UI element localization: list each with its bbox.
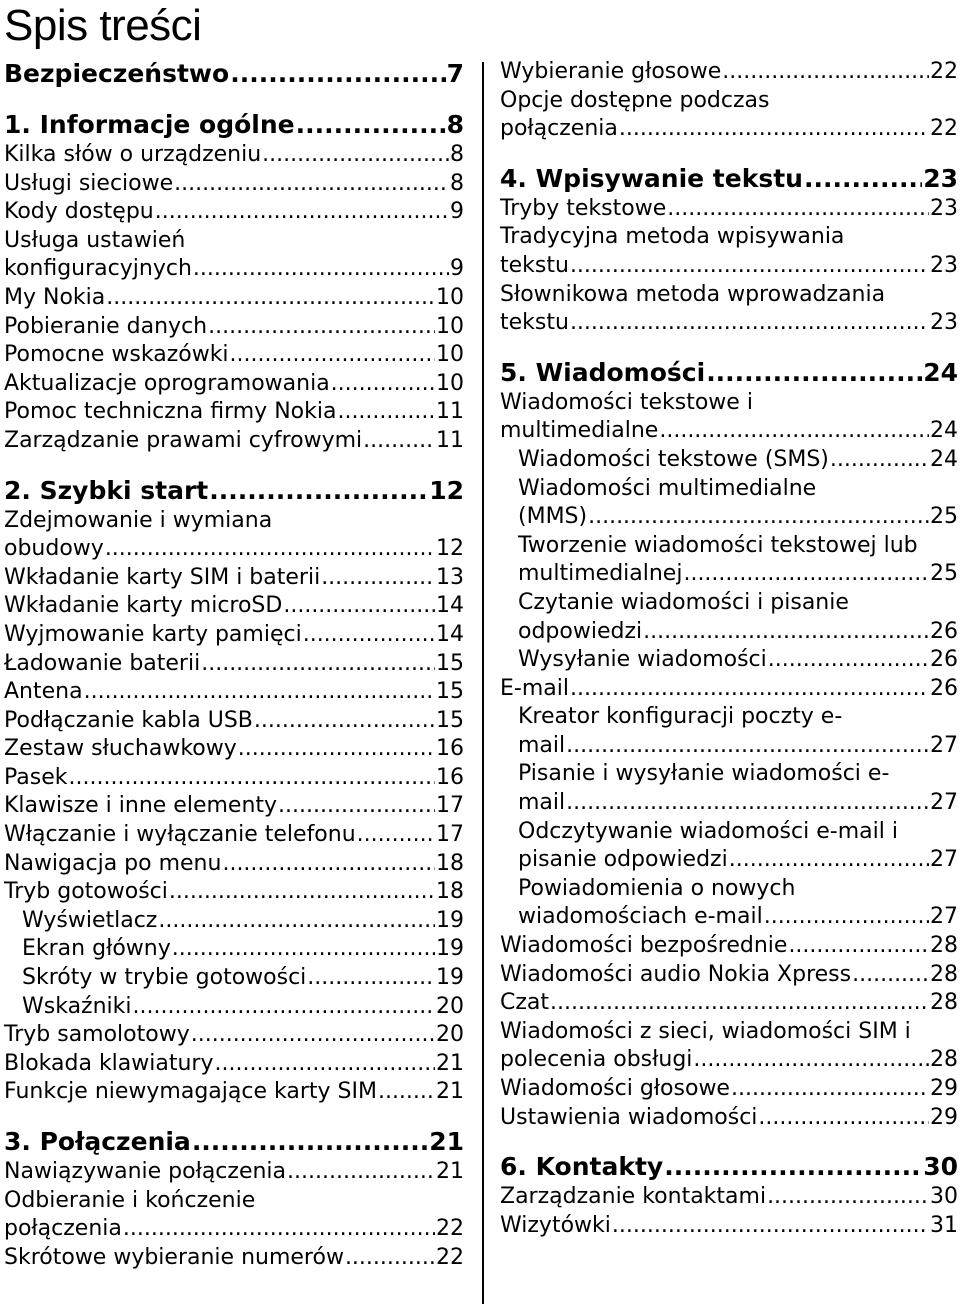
- toc-entry[interactable]: [4, 141, 464, 170]
- toc-entry[interactable]: [518, 903, 958, 932]
- dot-leader: [278, 792, 435, 821]
- toc-entry-title: mail: [518, 790, 566, 816]
- toc-entry[interactable]: [518, 503, 958, 532]
- toc-entry-title: Wiadomości tekstowe (SMS): [518, 446, 829, 472]
- toc-page-number: 30: [923, 1152, 958, 1182]
- toc-section-heading[interactable]: [4, 475, 464, 507]
- toc-entry-multiline[interactable]: [500, 389, 958, 446]
- toc-entry-title: Czat: [500, 990, 550, 1016]
- toc-entry-title-line: Usługa ustawień: [4, 227, 186, 253]
- toc-entry-title-line: Pisanie i wysyłanie wiadomości e-: [518, 761, 890, 787]
- toc-entry-title: 3. Połączenia: [4, 1127, 191, 1156]
- toc-entry-title-line: Tworzenie wiadomości tekstowej lub: [518, 532, 918, 558]
- toc-page-number: 9: [450, 199, 464, 225]
- toc-page-number: 26: [930, 675, 958, 701]
- toc-entry-multiline[interactable]: [500, 1018, 958, 1075]
- toc-entry[interactable]: [4, 792, 464, 821]
- toc-entry[interactable]: [518, 789, 958, 818]
- toc-entry-title-line: Wiadomości tekstowe i: [500, 389, 753, 415]
- toc-entry-title: Włączanie i wyłączanie telefonu: [4, 822, 356, 848]
- toc-entry-title-line: Opcje dostępne podczas: [500, 87, 770, 113]
- toc-entry-multiline[interactable]: [500, 532, 958, 589]
- toc-entry[interactable]: [500, 115, 958, 144]
- toc-entry[interactable]: [500, 252, 958, 281]
- toc-entry-title: Aktualizacje oprogramowania: [4, 370, 330, 396]
- dot-leader: [830, 446, 929, 475]
- toc-entry[interactable]: [4, 621, 464, 650]
- toc-entry-title: tekstu: [500, 310, 569, 336]
- section-gap: [4, 456, 464, 475]
- dot-leader: [192, 1126, 428, 1158]
- toc-page-number: 30: [930, 1184, 958, 1210]
- dot-leader: [550, 989, 929, 1018]
- toc-entry[interactable]: [4, 735, 464, 764]
- page-title: Spis treści: [4, 1, 202, 50]
- dot-leader: [619, 115, 929, 144]
- toc-entry-multiline[interactable]: [500, 589, 958, 646]
- dot-leader: [378, 1078, 435, 1107]
- toc-entry[interactable]: [4, 850, 464, 879]
- toc-entry-title: Zestaw słuchawkowy: [4, 736, 237, 762]
- dot-leader: [208, 313, 435, 342]
- dot-leader: [230, 58, 445, 90]
- toc-entry-title: multimedialne: [500, 418, 659, 444]
- toc-page-number: 27: [930, 790, 958, 816]
- toc-page-number: 8: [450, 170, 464, 196]
- dot-leader: [238, 735, 435, 764]
- toc-entry-title: Wiadomości głosowe: [500, 1076, 730, 1101]
- dot-leader: [357, 821, 435, 850]
- dot-leader: [84, 678, 435, 707]
- toc-entry-title-line: Tradycyjna metoda wpisywania: [500, 224, 845, 250]
- toc-page-number: 28: [930, 933, 958, 959]
- toc-entry[interactable]: [500, 932, 958, 961]
- toc-entry[interactable]: [4, 427, 464, 456]
- toc-entry-title: Kilka słów o urządzeniu: [4, 142, 262, 167]
- toc-page-number: 14: [436, 593, 464, 619]
- toc-page-number: 23: [930, 310, 958, 336]
- dot-leader: [683, 560, 929, 589]
- toc-page-number: 11: [436, 399, 464, 425]
- toc-page-number: 27: [930, 904, 958, 930]
- toc-entry[interactable]: [500, 1046, 958, 1075]
- toc-page-number: 12: [436, 536, 464, 562]
- section-gap: [4, 90, 464, 109]
- toc-entry[interactable]: [4, 935, 464, 964]
- toc-entry-title: tekstu: [500, 252, 569, 278]
- toc-entry-title: Wyświetlacz: [22, 907, 158, 933]
- toc-entry[interactable]: [4, 592, 464, 621]
- dot-leader: [105, 535, 435, 564]
- toc-entry-title: Tryb samolotowy: [4, 1022, 190, 1048]
- toc-entry[interactable]: [500, 646, 958, 675]
- toc-entry[interactable]: [500, 1212, 958, 1241]
- toc-entry-title-line: Powiadomienia o nowych: [518, 875, 796, 901]
- toc-page-number: 27: [930, 847, 958, 873]
- toc-entry[interactable]: [4, 1244, 464, 1273]
- toc-entry[interactable]: [500, 58, 958, 87]
- toc-entry-title: polecenia obsługi: [500, 1047, 693, 1073]
- toc-entry-title: Tryby tekstowe: [500, 195, 667, 221]
- dot-leader: [588, 503, 929, 532]
- toc-page-number: 19: [436, 936, 464, 962]
- toc-page-number: 21: [436, 1159, 464, 1184]
- toc-page-number: 28: [930, 990, 958, 1016]
- toc-page-number: 12: [429, 475, 464, 505]
- toc-entry-multiline[interactable]: [500, 760, 958, 817]
- toc-entry-title: Skróty w trybie gotowości: [22, 965, 307, 991]
- toc-entry[interactable]: [4, 1215, 464, 1244]
- toc-entry-title: odpowiedzi: [518, 618, 643, 644]
- toc-entry[interactable]: [4, 535, 464, 564]
- toc-entry-title: Funkcje niewymagające karty SIM: [4, 1079, 377, 1105]
- toc-entry[interactable]: [500, 446, 958, 475]
- toc-entry[interactable]: [4, 650, 464, 679]
- toc-page-number: 29: [930, 1076, 958, 1101]
- toc-entry-title: Klawisze i inne elementy: [4, 793, 278, 819]
- toc-entry-title: Tryb gotowości: [4, 879, 168, 905]
- dot-leader: [133, 993, 435, 1022]
- dot-leader: [193, 255, 449, 284]
- section-gap: [4, 1107, 464, 1126]
- dot-leader: [123, 1215, 435, 1244]
- toc-entry[interactable]: [4, 878, 464, 907]
- toc-page-number: 10: [436, 313, 464, 339]
- toc-page-number: 24: [930, 446, 958, 472]
- toc-page-number: 23: [930, 195, 958, 221]
- toc-page-number: 16: [436, 764, 464, 790]
- toc-page-number: 19: [436, 965, 464, 991]
- toc-entry-multiline[interactable]: [500, 223, 958, 280]
- toc-page-number: 10: [436, 284, 464, 310]
- toc-entry[interactable]: [518, 846, 958, 875]
- dot-leader: [767, 1183, 929, 1212]
- dot-leader: [262, 141, 449, 170]
- toc-page-number: 13: [436, 564, 464, 590]
- dot-leader: [69, 764, 436, 793]
- toc-page-number: 14: [436, 621, 464, 647]
- toc-entry-title: obudowy: [4, 536, 104, 562]
- toc-page-number: 17: [436, 822, 464, 848]
- toc-entry-title: 6. Kontakty: [500, 1152, 664, 1182]
- toc-entry-title: Wiadomości audio Nokia Xpress: [500, 961, 852, 987]
- toc-entry-title: wiadomościach e-mail: [518, 904, 763, 930]
- toc-page-number: 20: [436, 1022, 464, 1048]
- toc-entry-title: Pomoc techniczna firmy Nokia: [4, 399, 337, 425]
- dot-leader: [201, 650, 435, 679]
- dot-leader: [174, 170, 449, 199]
- toc-entry-title-line: Kreator konfiguracji poczty e-: [518, 704, 843, 730]
- toc-entry-title: konfiguracyjnych: [4, 256, 192, 282]
- toc-page-number: 28: [930, 1047, 958, 1073]
- toc-entry[interactable]: [4, 678, 464, 707]
- dot-leader: [222, 850, 435, 879]
- dot-leader: [570, 675, 929, 704]
- dot-leader: [788, 932, 929, 961]
- toc-entry-multiline[interactable]: [500, 875, 958, 932]
- dot-leader: [191, 1021, 435, 1050]
- toc-entry-title: pisanie odpowiedzi: [518, 847, 728, 873]
- toc-entry-title-line: Odczytywanie wiadomości e-mail i: [518, 818, 898, 844]
- toc-page-number: 27: [930, 732, 958, 758]
- dot-leader: [287, 1158, 435, 1187]
- toc-entry[interactable]: [4, 964, 464, 993]
- toc-entry-title: połączenia: [4, 1216, 122, 1242]
- toc-page-number: 15: [436, 679, 464, 705]
- toc-page-number: 11: [436, 427, 464, 453]
- toc-entry[interactable]: [500, 1075, 958, 1104]
- toc-entry-multiline[interactable]: [4, 227, 464, 284]
- toc-page-number: 22: [436, 1244, 464, 1270]
- toc-page-number: 17: [436, 793, 464, 819]
- toc-entry-title: Antena: [4, 679, 83, 705]
- toc-entry-title: Wskaźniki: [22, 993, 132, 1019]
- toc-page-number: 21: [436, 1079, 464, 1105]
- toc-page-number: 20: [436, 993, 464, 1019]
- toc-page-number: 24: [923, 357, 958, 387]
- toc-entry[interactable]: [4, 284, 464, 313]
- dot-leader: [804, 163, 922, 195]
- toc-page-number: 8: [450, 142, 464, 167]
- toc-entry[interactable]: [518, 618, 958, 647]
- toc-entry[interactable]: [4, 341, 464, 370]
- dot-leader: [768, 646, 929, 675]
- toc-entry[interactable]: [4, 1021, 464, 1050]
- dot-leader: [667, 195, 929, 224]
- toc-page-number: 10: [436, 342, 464, 368]
- toc-entry-multiline[interactable]: [4, 1187, 464, 1244]
- toc-entry-multiline[interactable]: [500, 818, 958, 875]
- toc-entry-multiline[interactable]: [500, 281, 958, 338]
- dot-leader: [570, 252, 929, 281]
- toc-page-number: 9: [450, 256, 464, 282]
- toc-entry-title: (MMS): [518, 504, 588, 530]
- toc-entry-title: Ustawienia wiadomości: [500, 1104, 758, 1130]
- toc-entry-title: Usługi sieciowe: [4, 170, 174, 196]
- toc-entry-title: Zarządzanie kontaktami: [500, 1184, 767, 1210]
- dot-leader: [337, 398, 435, 427]
- toc-page-number: 8: [446, 110, 464, 139]
- toc-entry[interactable]: [4, 821, 464, 850]
- toc-section-heading[interactable]: [500, 163, 958, 195]
- dot-leader: [155, 198, 449, 227]
- toc-entry[interactable]: [500, 989, 958, 1018]
- toc-entry[interactable]: [500, 961, 958, 990]
- toc-page-number: 29: [930, 1104, 958, 1130]
- section-gap: [500, 144, 958, 163]
- toc-page-number: 23: [930, 252, 958, 278]
- toc-entry-title: Kody dostępu: [4, 199, 154, 225]
- toc-entry[interactable]: [4, 170, 464, 199]
- toc-entry-title: Wysyłanie wiadomości: [518, 647, 767, 673]
- toc-entry-title: Wybieranie głosowe: [500, 59, 722, 84]
- toc-entry[interactable]: [500, 1183, 958, 1212]
- toc-entry-title: Pobieranie danych: [4, 313, 208, 339]
- toc-entry-title: My Nokia: [4, 284, 106, 310]
- toc-entry-title: multimedialnej: [518, 561, 683, 587]
- toc-page-number: 19: [436, 907, 464, 933]
- toc-entry-title: Wkładanie karty SIM i baterii: [4, 564, 321, 590]
- dot-leader: [706, 357, 922, 389]
- toc-page-number: 21: [436, 1050, 464, 1076]
- toc-page-number: 16: [436, 736, 464, 762]
- toc-entry-title: połączenia: [500, 116, 618, 142]
- toc-section-heading[interactable]: [4, 58, 464, 90]
- toc-entry[interactable]: [518, 732, 958, 761]
- dot-leader: [254, 707, 435, 736]
- toc-entry-title: Bezpieczeństwo: [4, 59, 230, 88]
- dot-leader: [172, 935, 435, 964]
- toc-page-number: 15: [436, 707, 464, 733]
- column-divider: [482, 62, 484, 1304]
- toc-entry-title: Zarządzanie prawami cyfrowymi: [4, 427, 363, 453]
- dot-leader: [321, 564, 435, 593]
- toc-section-heading[interactable]: [500, 1151, 958, 1183]
- toc-entry-title: Pomocne wskazówki: [4, 342, 229, 368]
- toc-entry[interactable]: [4, 313, 464, 342]
- dot-leader: [215, 1050, 436, 1079]
- toc-entry[interactable]: [500, 195, 958, 224]
- toc-entry-title: mail: [518, 732, 566, 758]
- dot-leader: [283, 592, 435, 621]
- toc-page-number: 22: [930, 59, 958, 84]
- dot-leader: [158, 907, 435, 936]
- toc-page-number: 24: [930, 418, 958, 444]
- dot-leader: [643, 618, 929, 647]
- toc-entry-title: Nawigacja po menu: [4, 850, 222, 876]
- dot-leader: [345, 1244, 435, 1273]
- toc-entry[interactable]: [4, 764, 464, 793]
- toc-column-left: [4, 58, 464, 1272]
- toc-entry-title: 1. Informacje ogólne: [4, 110, 295, 139]
- toc-entry-title: 2. Szybki start: [4, 475, 209, 505]
- toc-entry-title: 5. Wiadomości: [500, 357, 706, 387]
- toc-entry-title: 4. Wpisywanie tekstu: [500, 163, 803, 193]
- dot-leader: [363, 427, 435, 456]
- toc-entry-title-line: Wiadomości multimedialne: [518, 475, 817, 501]
- toc-entry-title-line: Słownikowa metoda wprowadzania: [500, 281, 886, 307]
- dot-leader: [731, 1075, 929, 1104]
- dot-leader: [722, 58, 929, 87]
- toc-page-number: 26: [930, 647, 958, 673]
- toc-entry-title: Pasek: [4, 764, 68, 790]
- toc-entry[interactable]: [4, 1158, 464, 1187]
- toc-page-number: 18: [436, 879, 464, 905]
- dot-leader: [566, 789, 929, 818]
- toc-page-number: 21: [429, 1127, 464, 1156]
- toc-entry-multiline[interactable]: [500, 87, 958, 144]
- toc-entry-multiline[interactable]: [4, 507, 464, 564]
- dot-leader: [307, 964, 435, 993]
- toc-entry[interactable]: [4, 564, 464, 593]
- toc-page-number: 22: [930, 116, 958, 142]
- toc-entry-title-line: Wiadomości z sieci, wiadomości SIM i: [500, 1018, 911, 1044]
- dot-leader: [209, 475, 428, 507]
- dot-leader: [303, 621, 435, 650]
- toc-page-number: 15: [436, 650, 464, 676]
- toc-entry[interactable]: [4, 993, 464, 1022]
- toc-section-heading[interactable]: [4, 1126, 464, 1158]
- dot-leader: [758, 1104, 929, 1133]
- dot-leader: [570, 309, 929, 338]
- toc-entry-title-line: Odbieranie i kończenie: [4, 1187, 256, 1213]
- toc-page-number: 23: [923, 163, 958, 193]
- toc-page-number: 18: [436, 850, 464, 876]
- dot-leader: [852, 961, 929, 990]
- dot-leader: [729, 846, 929, 875]
- dot-leader: [664, 1151, 922, 1183]
- toc-page-number: 28: [930, 961, 958, 987]
- toc-entry[interactable]: [500, 309, 958, 338]
- dot-leader: [169, 878, 435, 907]
- dot-leader: [659, 417, 929, 446]
- toc-entry-title: Wizytówki: [500, 1212, 611, 1238]
- toc-entry-title: Wkładanie karty microSD: [4, 593, 283, 619]
- dot-leader: [331, 370, 435, 399]
- toc-column-right: [500, 58, 958, 1240]
- toc-page-number: 31: [930, 1212, 958, 1238]
- toc-entry-title: Podłączanie kabla USB: [4, 707, 253, 733]
- toc-entry[interactable]: [500, 675, 958, 704]
- toc-entry[interactable]: [500, 417, 958, 446]
- dot-leader: [693, 1046, 929, 1075]
- dot-leader: [296, 109, 446, 141]
- toc-entry-title-line: Czytanie wiadomości i pisanie: [518, 589, 849, 615]
- toc-page-number: 22: [436, 1216, 464, 1242]
- toc-entry-title: Nawiązywanie połączenia: [4, 1159, 287, 1184]
- toc-entry-title: E-mail: [500, 675, 569, 701]
- toc-page-number: 25: [930, 561, 958, 587]
- section-gap: [500, 1132, 958, 1151]
- toc-entry[interactable]: [4, 370, 464, 399]
- section-gap: [500, 338, 958, 357]
- dot-leader: [764, 903, 929, 932]
- toc-section-heading[interactable]: [500, 357, 958, 389]
- toc-entry[interactable]: [4, 398, 464, 427]
- toc-entry[interactable]: [4, 907, 464, 936]
- toc-entry[interactable]: [500, 1104, 958, 1133]
- dot-leader: [612, 1212, 929, 1241]
- toc-entry[interactable]: [4, 1050, 464, 1079]
- toc-entry[interactable]: [4, 198, 464, 227]
- dot-leader: [566, 732, 929, 761]
- toc-entry[interactable]: [4, 707, 464, 736]
- dot-leader: [230, 341, 435, 370]
- toc-entry-title: Wyjmowanie karty pamięci: [4, 621, 302, 647]
- toc-page-number: 25: [930, 504, 958, 530]
- toc-entry-multiline[interactable]: [500, 475, 958, 532]
- toc-section-heading[interactable]: [4, 109, 464, 141]
- toc-page-number: 26: [930, 618, 958, 644]
- toc-entry-title: Blokada klawiatury: [4, 1050, 214, 1076]
- toc-entry[interactable]: [4, 1078, 464, 1107]
- toc-entry[interactable]: [518, 560, 958, 589]
- toc-entry-title: Ładowanie baterii: [4, 650, 201, 676]
- toc-entry-title: Skrótowe wybieranie numerów: [4, 1244, 344, 1270]
- toc-entry[interactable]: [4, 255, 464, 284]
- toc-entry-title: Ekran główny: [22, 936, 171, 962]
- toc-entry-title-line: Zdejmowanie i wymiana: [4, 507, 273, 533]
- toc-entry-multiline[interactable]: [500, 703, 958, 760]
- dot-leader: [106, 284, 435, 313]
- toc-page-number: 10: [436, 370, 464, 396]
- toc-entry-title: Wiadomości bezpośrednie: [500, 933, 788, 959]
- toc-page-number: 7: [446, 59, 464, 88]
